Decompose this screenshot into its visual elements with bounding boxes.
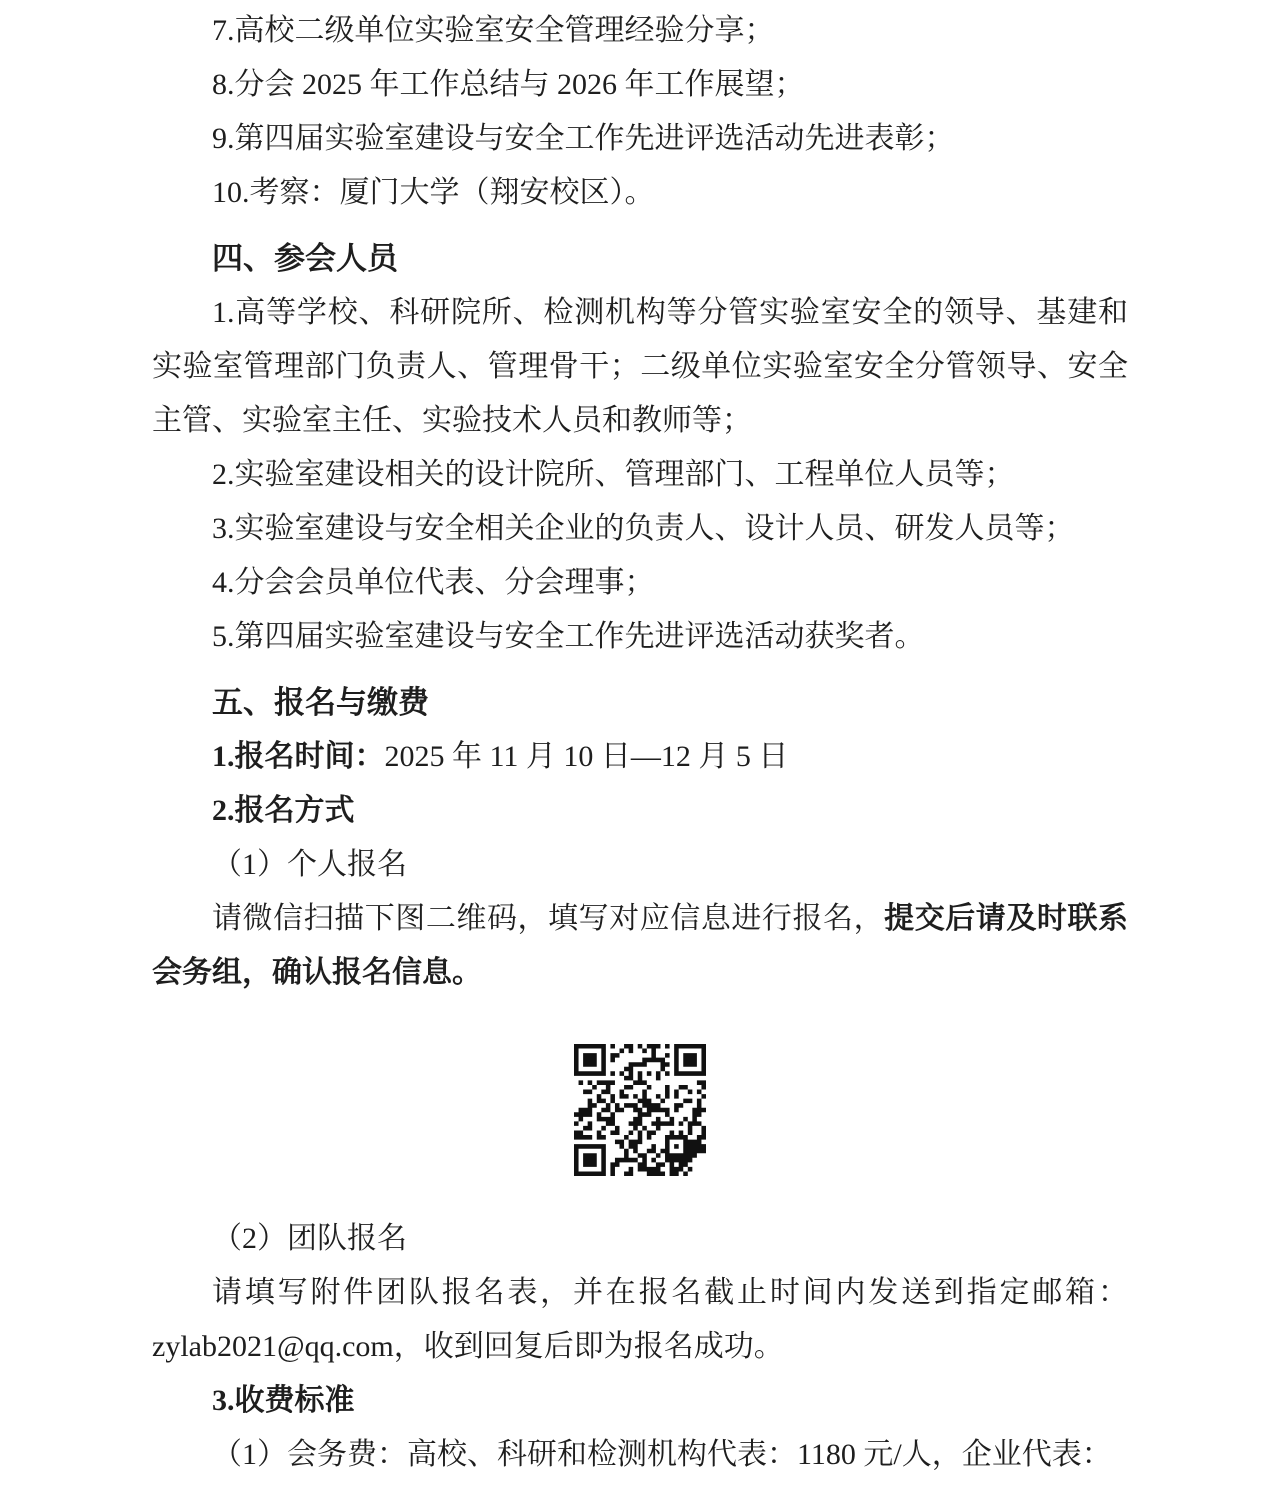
agenda-item-9: 9.第四届实验室建设与安全工作先进评选活动先进表彰； <box>212 122 955 155</box>
registration-time-value: 2025 年 11 月 10 日—12 月 5 日 <box>384 740 789 773</box>
agenda-item-8: 8.分会 2025 年工作总结与 2026 年工作展望； <box>212 68 805 101</box>
fee-line: （1）会务费：高校、科研和检测机构代表：1180 元/人，企业代表： <box>212 1438 1112 1471</box>
registration-time-line <box>152 730 1128 784</box>
individual-registration-label: （1）个人报名 <box>212 848 407 881</box>
section-heading-registration: 五、报名与缴费 <box>212 685 429 720</box>
qr-code-block <box>152 1044 1128 1176</box>
participants-item-2: 2.实验室建设相关的设计院所、管理部门、工程单位人员等； <box>212 458 1015 491</box>
participants-item-5: 5.第四届实验室建设与安全工作先进评选活动获奖者。 <box>212 620 925 653</box>
individual-registration-text: 请微信扫描下图二维码，填写对应信息进行报名， <box>212 902 885 935</box>
fee-standard-heading: 3.收费标准 <box>212 1384 355 1417</box>
section-heading-participants: 四、参会人员 <box>212 241 398 276</box>
individual-registration-paragraph <box>152 892 1128 1000</box>
team-registration-label: （2）团队报名 <box>212 1222 407 1255</box>
registration-qr-code <box>574 1044 706 1176</box>
team-registration-paragraph: 请填写附件团队报名表，并在报名截止时间内发送到指定邮箱：zylab2021@qq.com，收到回复后即为报名成功。 <box>152 1276 1128 1363</box>
agenda-item-10: 10.考察：厦门大学（翔安校区）。 <box>212 176 655 209</box>
agenda-item-7: 7.高校二级单位实验室安全管理经验分享； <box>212 14 775 47</box>
registration-time-label: 1.报名时间： <box>212 740 385 773</box>
participants-item-3: 3.实验室建设与安全相关企业的负责人、设计人员、研发人员等； <box>212 512 1075 545</box>
participants-item-4: 4.分会会员单位代表、分会理事； <box>212 566 655 599</box>
registration-method-label: 2.报名方式 <box>212 794 355 827</box>
individual-registration-note-bold: 提交后请及时联系会务组，确认报名信息。 <box>152 902 1129 989</box>
participants-item-1: 1.高等学校、科研院所、检测机构等分管实验室安全的领导、基建和实验室管理部门负责人、管理骨干；二级单位实验室安全分管领导、安全主管、实验室主任、实验技术人员和教师等； <box>152 296 1128 437</box>
